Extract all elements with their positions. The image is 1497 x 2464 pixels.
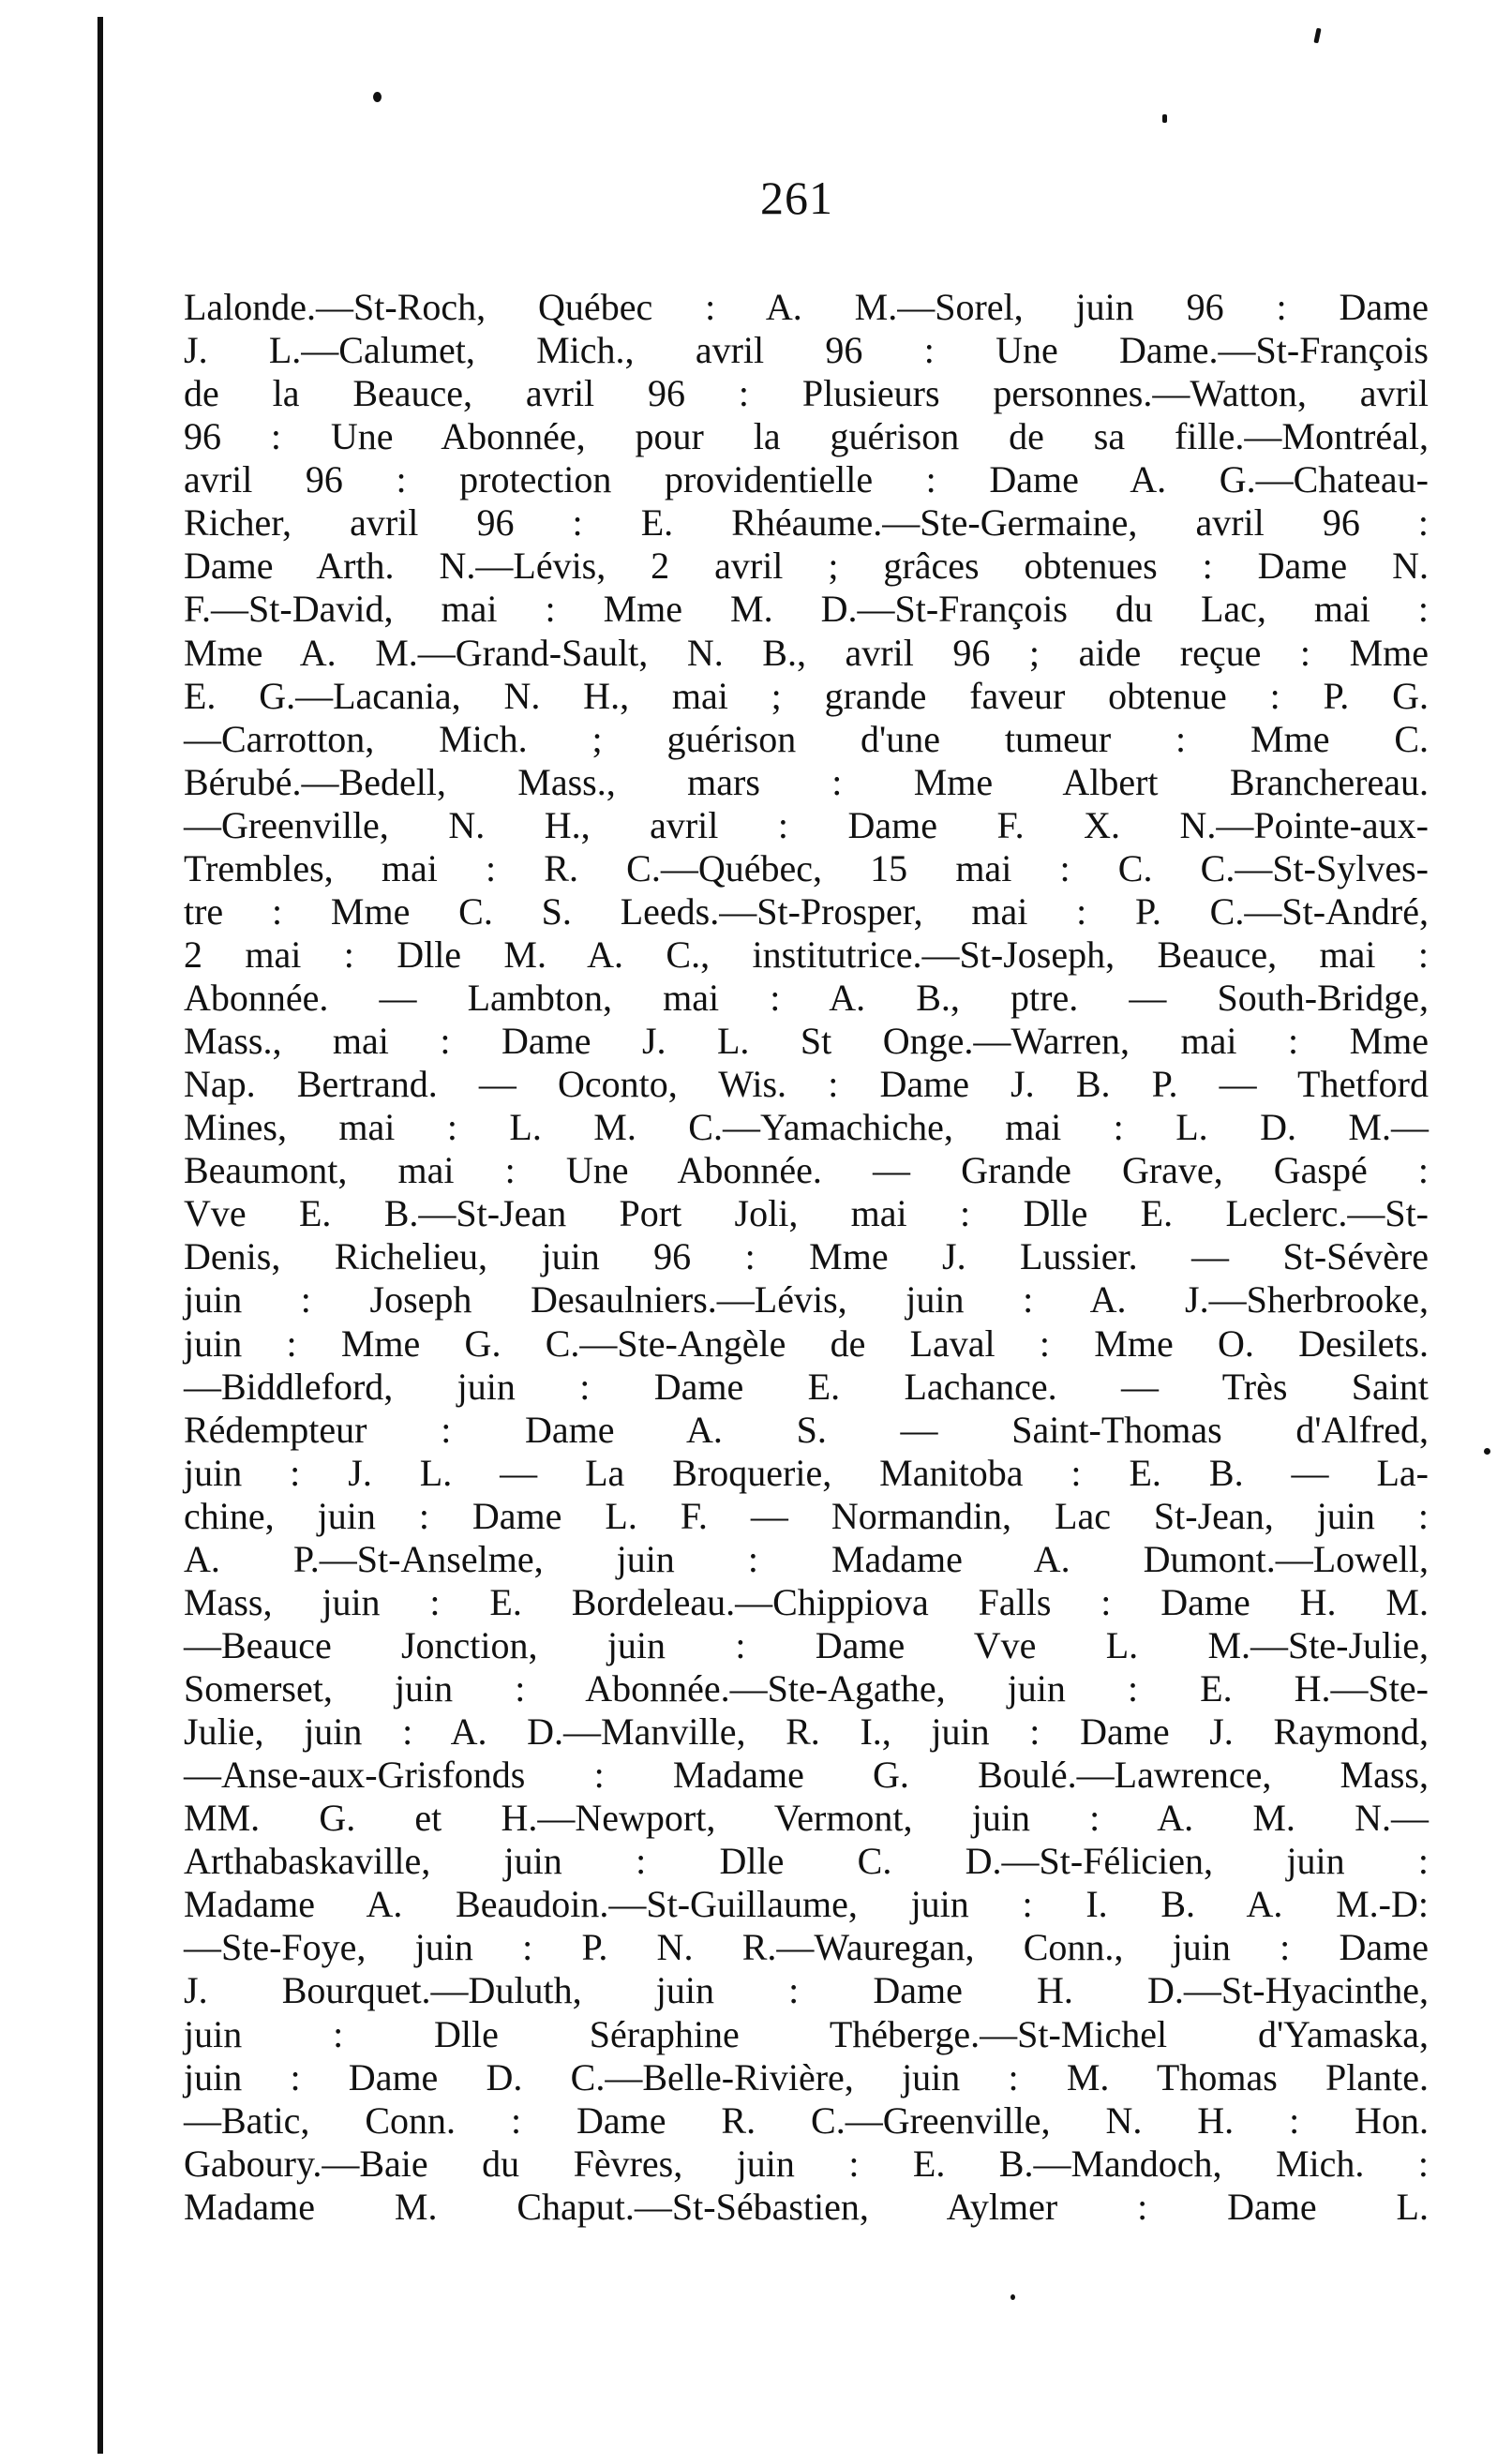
text-line: F.—St-David, mai : Mme M. D.—St-François du Lac, mai : <box>184 588 1429 631</box>
text-line: Denis, Richelieu, juin 96 : Mme J. Lussier. — St-Sévère <box>184 1235 1429 1278</box>
text-line: —Greenville, N. H., avril : Dame F. X. N.—Pointe-aux- <box>184 803 1429 846</box>
text-line: Vve E. B.—St-Jean Port Joli, mai : Dlle E. Leclerc.—St- <box>184 1192 1429 1235</box>
text-line: Richer, avril 96 : E. Rhéaume.—Ste-Germaine, avril 96 : <box>184 501 1429 545</box>
text-line: Dame Arth. N.—Lévis, 2 avril ; grâces obtenues : Dame N. <box>184 545 1429 588</box>
text-line: J. L.—Calumet, Mich., avril 96 : Une Dame.—St-François <box>184 329 1429 372</box>
text-line: Lalonde.—St-Roch, Québec : A. M.—Sorel, juin 96 : Dame <box>184 286 1429 328</box>
text-line: MM. G. et H.—Newport, Vermont, juin : A. M. N.— <box>184 1797 1429 1840</box>
text-line: Julie, juin : A. D.—Manville, R. I., juin : Dame J. Raymond, <box>184 1710 1429 1754</box>
body-text <box>184 286 1429 2229</box>
text-line: —Carrotton, Mich. ; guérison d'une tumeur : Mme C. <box>184 717 1429 760</box>
text-line: juin : Joseph Desaulniers.—Lévis, juin : A. J.—Sherbrooke, <box>184 1278 1429 1322</box>
text-line: juin : Mme G. C.—Ste-Angèle de Laval : Mme O. Desilets. <box>184 1322 1429 1365</box>
text-line: J. Bourquet.—Duluth, juin : Dame H. D.—St-Hyacinthe, <box>184 1969 1429 2012</box>
text-line: Madame A. Beaudoin.—St-Guillaume, juin : I. B. A. M.-D: <box>184 1883 1429 1926</box>
text-line: —Ste-Foye, juin : P. N. R.—Wauregan, Conn., juin : Dame <box>184 1926 1429 1969</box>
ink-speck <box>373 92 382 102</box>
text-line: Mme A. M.—Grand-Sault, N. B., avril 96 ; aide reçue : Mme <box>184 631 1429 674</box>
text-line: Beaumont, mai : Une Abonnée. — Grande Grave, Gaspé : <box>184 1149 1429 1192</box>
ink-speck <box>1313 28 1321 44</box>
text-line: juin : Dlle Séraphine Théberge.—St-Michel d'Yamaska, <box>184 2012 1429 2055</box>
text-line: de la Beauce, avril 96 : Plusieurs personnes.—Watton, avril <box>184 372 1429 415</box>
text-line: Mass, juin : E. Bordeleau.—Chippiova Falls : Dame H. M. <box>184 1580 1429 1623</box>
ink-speck <box>1484 1448 1490 1455</box>
text-line: —Batic, Conn. : Dame R. C.—Greenville, N. H. : Hon. <box>184 2098 1429 2142</box>
text-line: Nap. Bertrand. — Oconto, Wis. : Dame J. B. P. — Thetford <box>184 1063 1429 1106</box>
text-line: Rédempteur : Dame A. S. — Saint-Thomas d'Alfred, <box>184 1408 1429 1451</box>
ink-speck <box>1010 2294 1015 2300</box>
text-line: 96 : Une Abonnée, pour la guérison de sa fille.—Montréal, <box>184 415 1429 458</box>
text-line: —Beauce Jonction, juin : Dame Vve L. M.—Ste-Julie, <box>184 1623 1429 1666</box>
text-line: Mass., mai : Dame J. L. St Onge.—Warren, mai : Mme <box>184 1020 1429 1063</box>
text-line: tre : Mme C. S. Leeds.—St-Prosper, mai : P. C.—St-André, <box>184 889 1429 933</box>
text-line: juin : Dame D. C.—Belle-Rivière, juin : M. Thomas Plante. <box>184 2055 1429 2098</box>
text-line: Gaboury.—Baie du Fèvres, juin : E. B.—Mandoch, Mich. : <box>184 2142 1429 2185</box>
text-line: —Anse-aux-Grisfonds : Madame G. Boulé.—Lawrence, Mass, <box>184 1754 1429 1797</box>
text-line: chine, juin : Dame L. F. — Normandin, Lac St-Jean, juin : <box>184 1494 1429 1537</box>
ink-speck <box>1162 114 1167 123</box>
text-line: E. G.—Lacania, N. H., mai ; grande faveur obtenue : P. G. <box>184 674 1429 717</box>
text-line: Trembles, mai : R. C.—Québec, 15 mai : C. C.—St-Sylves- <box>184 846 1429 889</box>
text-line: Madame M. Chaput.—St-Sébastien, Aylmer : Dame L. <box>184 2185 1429 2228</box>
text-line: 2 mai : Dlle M. A. C., institutrice.—St-Joseph, Beauce, mai : <box>184 933 1429 976</box>
text-line: A. P.—St-Anselme, juin : Madame A. Dumont.—Lowell, <box>184 1537 1429 1580</box>
text-line: Somerset, juin : Abonnée.—Ste-Agathe, juin : E. H.—Ste- <box>184 1667 1429 1710</box>
text-line: Abonnée. — Lambton, mai : A. B., ptre. — South-Bridge, <box>184 977 1429 1019</box>
text-line: Bérubé.—Bedell, Mass., mars : Mme Albert Branchereau. <box>184 760 1429 803</box>
binding-edge-rule <box>97 17 103 2454</box>
text-line: juin : J. L. — La Broquerie, Manitoba : E. B. — La- <box>184 1451 1429 1494</box>
text-line: Arthabaskaville, juin : Dlle C. D.—St-Félicien, juin : <box>184 1840 1429 1883</box>
text-line: Mines, mai : L. M. C.—Yamachiche, mai : L. D. M.— <box>184 1106 1429 1149</box>
text-line: avril 96 : protection providentielle : Dame A. G.—Chateau- <box>184 458 1429 501</box>
page-number: 261 <box>760 172 833 224</box>
text-line: —Biddleford, juin : Dame E. Lachance. — Très Saint <box>184 1365 1429 1408</box>
